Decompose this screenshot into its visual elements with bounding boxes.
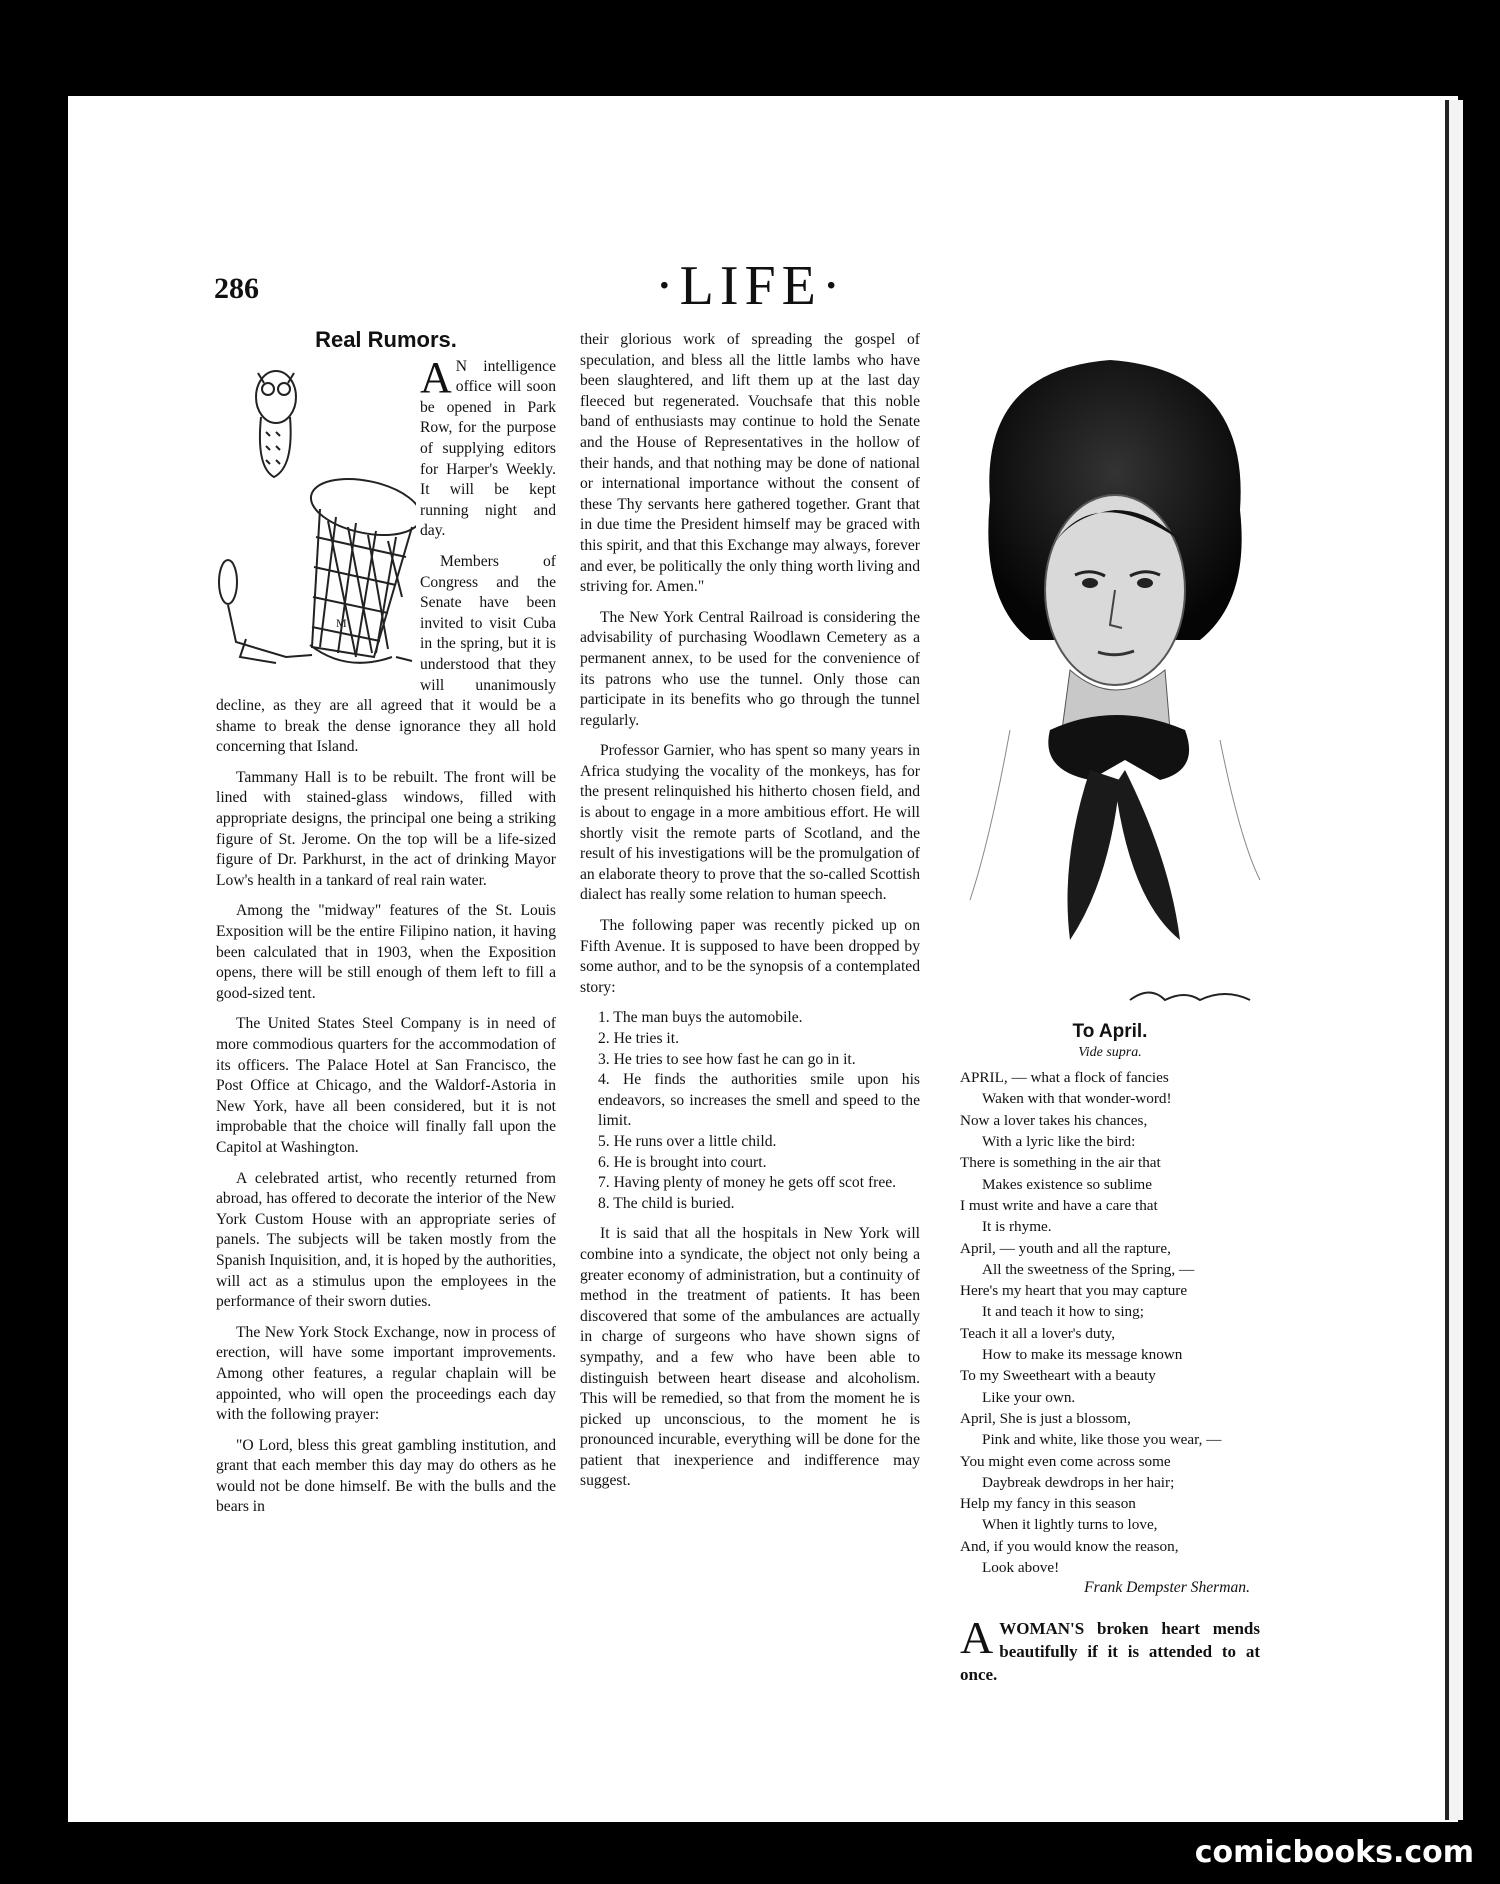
poem-line: You might even come across some	[960, 1452, 1171, 1470]
poem-line: It and teach it how to sing;	[982, 1303, 1144, 1321]
drop-cap: A	[960, 1611, 994, 1663]
paragraph-prayer: "O Lord, bless this great gambling institution, and grant that each member this day may do others as he would not be done himself. Be with the bulls and the bears in	[216, 1436, 556, 1516]
poem-line: Pink and white, like those you wear, —	[982, 1431, 1222, 1449]
list-item: 7. Having plenty of money he gets off scot free.	[598, 1174, 897, 1192]
poem-line: APRIL, — what a flock of fancies	[960, 1069, 1169, 1087]
paragraph-congress-cuba: Members of Congress and the Senate have been invited to visit Cuba in the spring, but it is understood that they will unanimously decline, as they are all agreed that it would be a shame to break the dense ignorance they all hold concerning that Island.	[216, 552, 556, 756]
poem-line: I must write and have a care that	[960, 1196, 1158, 1214]
paragraph-us-steel: The United States Steel Company is in need of more commodious quarters for the accommodation of its officers. The Palace Hotel at San Francisco, the Post Office at Chicago, and the Waldorf-Astoria in New York, have all been considered, but it is not improbable that the choice will finally fall upon the Capitol at Washington.	[216, 1015, 556, 1156]
list-item: 2. He tries it.	[598, 1030, 679, 1047]
masthead-life: ·LIFE·	[655, 255, 847, 317]
column-3	[960, 1022, 1260, 1686]
poem-line: To my Sweetheart with a beauty	[960, 1367, 1156, 1385]
poem-line: There is something in the air that	[960, 1154, 1161, 1172]
page-number: 286	[214, 272, 259, 305]
filler-womans-heart: AWOMAN'S broken heart mends beautifully if it is attended to at once.	[960, 1611, 1260, 1684]
list-item: 6. He is brought into court.	[598, 1153, 767, 1171]
poem-line: With a lyric like the bird:	[982, 1133, 1136, 1151]
article-title-real-rumors: Real Rumors.	[315, 327, 457, 352]
poem-title: To April.	[1072, 1021, 1148, 1042]
poem-to-april	[960, 1067, 1260, 1578]
poem-line: Daybreak dewdrops in her hair;	[982, 1473, 1175, 1491]
woman-portrait-illustration	[950, 340, 1270, 1020]
poem-line: It is rhyme.	[982, 1218, 1052, 1236]
paragraph-custom-house: A celebrated artist, who recently returned from abroad, has offered to decorate the interior of the New York Custom House with an appropriate series of panels. The subjects will be taken mostly from the Spanish Inquisition, and, it is hoped by the authorities, will act as a stimulus upon the employees in the performance of their sworn duties.	[216, 1169, 557, 1311]
owl-wastebasket-illustration	[216, 357, 416, 677]
poem-line: When it lightly turns to love,	[982, 1516, 1158, 1534]
paragraph-intelligence-office: A N intelligence office will soon be opened in Park Row, for the purpose of supplying editors for Harper's Weekly. It will be kept running night and day.	[420, 352, 556, 540]
poem-line: April, She is just a blossom,	[960, 1409, 1131, 1427]
poem-line: How to make its message known	[982, 1346, 1183, 1364]
column-2	[580, 330, 920, 1502]
list-item: 8. The child is buried.	[598, 1194, 735, 1212]
poem-line: Help my fancy in this season	[960, 1495, 1136, 1513]
paragraph-tammany-hall: Tammany Hall is to be rebuilt. The front will be lined with stained-glass windows, filled with appropriate designs, the principal one being a striking figure of St. Jerome. On the top will be a life-sized figure of Dr. Parkhurst, in the act of drinking Mayor Low's health in a tankard of real rain water.	[216, 768, 556, 889]
poem-line: Look above!	[982, 1559, 1060, 1577]
drop-cap: A	[420, 352, 452, 402]
poem-author: Frank Dempster Sherman.	[1084, 1579, 1250, 1597]
poem-line: Teach it all a lover's duty,	[960, 1324, 1116, 1342]
list-item: 3. He tries to see how fast he can go in it.	[598, 1050, 856, 1068]
poem-line: Now a lover takes his chances,	[960, 1111, 1148, 1129]
facing-page-edge	[1445, 100, 1463, 1820]
poem-line: April, — youth and all the rapture,	[960, 1239, 1171, 1257]
paragraph-central-railroad: The New York Central Railroad is considering the advisability of purchasing Woodlawn Cemetery as a permanent annex, to be used for the convenience of its patrons who use the tunnel. Only those can participate in its benefits who go through the tunnel regularly.	[580, 608, 920, 729]
paragraph-st-louis-exposition: Among the "midway" features of the St. Louis Exposition will be the entire Filipino nation, it having been calculated that in 1903, when the Exposition opens, there will be still enough of them left to fill a good-sized tent.	[216, 902, 556, 1002]
list-item: 1. The man buys the automobile.	[598, 1009, 803, 1027]
paragraph-prayer-continued: their glorious work of spreading the gospel of speculation, and bless all the little lambs who have been slaughtered, and lift them up at the last day fleeced but regenerated. Vouchsafe that this noble band of enthusiasts may continue to hold the Senate and the House of Representatives in the hollow of their hands, and that nothing may be done of national or international importance without the consent of these Thy servants here gathered together. Grant that in due time the President himself may be graced with this spirit, and that this Exchange may always, forever and ever, be politically the only thing worth living and striving for. Amen."	[580, 331, 920, 596]
paragraph-hospitals: It is said that all the hospitals in New York will combine into a syndicate, the object not only being a greater economy of administration, but a continuity of method in the treatment of patients. It has been discovered that some of the ambulances are actually in charge of surgeons who have shown signs of sympathy, and a few who have been able to distinguish between heart disease and alcoholism. This will be remedied, so that from the moment he is picked up unconscious, to the moment he is pronounced incurable, everything will be done for the patient that inexperience and indifference may suggest.	[580, 1225, 920, 1490]
poem-line: Waken with that wonder-word!	[982, 1090, 1172, 1108]
poem-line: Makes existence so sublime	[982, 1175, 1152, 1193]
paragraph-professor-garnier: Professor Garnier, who has spent so many years in Africa studying the vocality of the monkeys, has for the present relinquished his hitherto chosen field, and is about to engage in a more ambitious effort. He will shortly visit the remote parts of Scotland, and the result of his investigations will be the promulgation of an elaborate theory to prove that the so-called Scottish dialect has really some relation to human speech.	[580, 742, 920, 904]
paragraph-fifth-avenue-paper: The following paper was recently picked up on Fifth Avenue. It is supposed to have been dropped by some author, and to be the synopsis of a contemplated story:	[580, 917, 920, 996]
poem-line: Here's my heart that you may capture	[960, 1282, 1188, 1300]
poem-line: And, if you would know the reason,	[960, 1537, 1179, 1555]
paragraph-stock-exchange: The New York Stock Exchange, now in process of erection, will have some important improvements. Among other features, a regular chaplain will be appointed, who will open the proceedings each day with the following prayer:	[216, 1323, 556, 1424]
poem-line: All the sweetness of the Spring, —	[982, 1260, 1195, 1278]
list-item: 4. He finds the authorities smile upon his endeavors, so increases the smell and speed to the limit.	[598, 1071, 920, 1130]
scan-border-top	[0, 0, 1500, 96]
list-item: 5. He runs over a little child.	[598, 1132, 777, 1150]
story-synopsis-list	[580, 1008, 920, 1214]
poem-line: Like your own.	[982, 1388, 1076, 1406]
column-1	[216, 327, 557, 1528]
svg-text:M: M	[336, 615, 347, 630]
poem-subtitle: Vide supra.	[1078, 1044, 1142, 1060]
watermark-brand: comicbooks.com	[1194, 1835, 1474, 1870]
